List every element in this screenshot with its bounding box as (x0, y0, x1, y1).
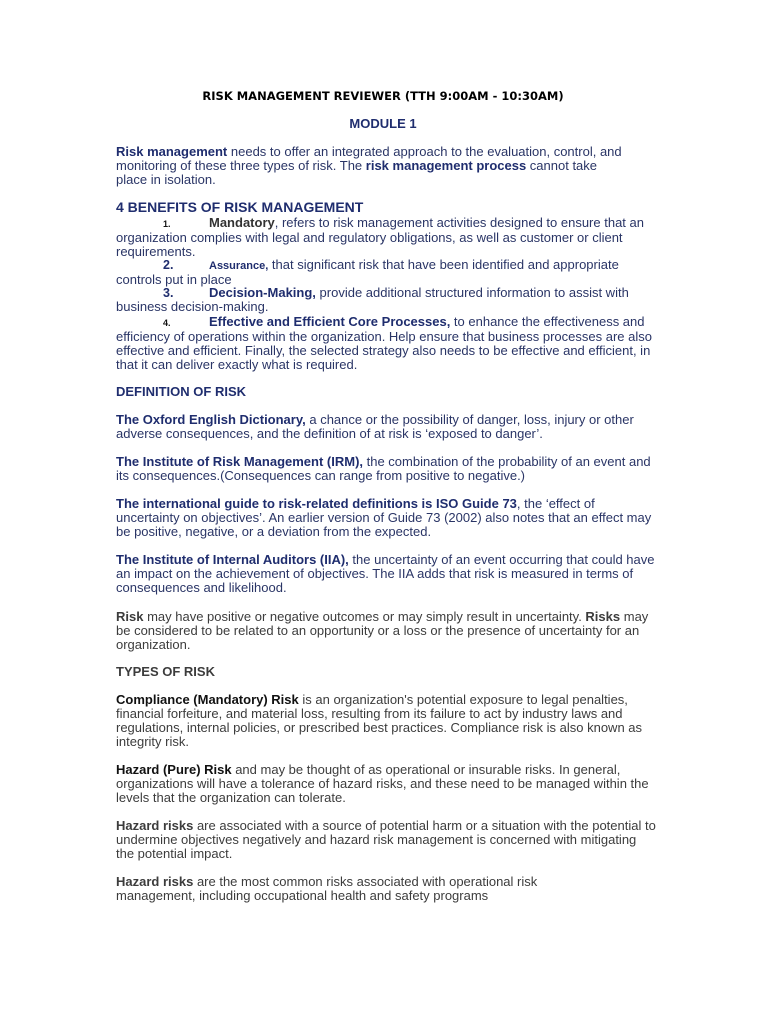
benefit-item-2 (116, 258, 656, 287)
definition-iia (116, 553, 656, 595)
benefit-item-4 (116, 315, 656, 372)
definition-text-iia: the uncertainty of an event occurring that could have an impact on the achievement of objectives. The IIA adds that risk is measured in terms of consequences and likelihood. (116, 552, 655, 595)
definition-text-irm: the combination of the probability of an event and its consequences.(Consequences can range from positive to negative.) (116, 454, 651, 483)
definition-oxford (116, 413, 656, 441)
benefit-number-2: 2. (163, 258, 174, 272)
type-term-hazard-risks-2: Hazard risks (116, 874, 194, 889)
benefit-term-4: Effective and Efficient Core Processes, (209, 314, 451, 329)
benefit-number-4: 4. (163, 318, 171, 328)
type-compliance (116, 693, 656, 749)
benefit-text-1: , refers to risk management activities designed to ensure that an organization complies with legal and regulatory obligations, as well as customer or client requirements. (116, 215, 644, 259)
definition-text-iso: , the ‘effect of uncertainty on objectives’. An earlier version of Guide 73 (2002) also notes that an effect may be positive, negative, or a deviation from the expected. (116, 496, 652, 539)
risk-note-text-1: may have positive or negative outcomes or may simply result in uncertainty. (143, 609, 586, 624)
benefit-item-3 (116, 286, 656, 314)
type-text-hazard-pure: and may be thought of as operational or insurable risks. In general, organizations will have a tolerance of hazard risks, and these need to be managed within the levels that the organization can tolerate. (116, 762, 649, 805)
benefit-text-4: to enhance the effectiveness and efficiency of operations within the organization. Help ensure that business processes are also effective and efficient. Finally, the selected strategy also needs to be effective and efficient, in that it can deliver exactly what is required. (116, 314, 652, 372)
definition-text-oxford: a chance or the possibility of danger, loss, injury or other adverse consequences, and the definition of at risk is ‘exposed to danger’. (116, 412, 634, 441)
type-text-hazard-risks-1: are associated with a source of potential harm or a situation with the potential to undermine objectives negatively and hazard risk management is concerned with mitigating the potential impact. (116, 818, 656, 861)
type-text-compliance: is an organization's potential exposure to legal penalties, financial forfeiture, and material loss, resulting from its failure to act by industry laws and regulations, internal policies, or prescribed best practices. Compliance risk is also known as integrity risk. (116, 692, 643, 749)
type-hazard-pure (116, 763, 656, 805)
risk-note-paragraph (116, 610, 656, 652)
risk-note-term-2: Risks (585, 609, 621, 624)
definition-iso (116, 497, 656, 539)
types-heading: TYPES OF RISK (116, 664, 215, 679)
definition-term-irm: The Institute of Risk Management (IRM), (116, 454, 364, 469)
benefit-item-1 (116, 216, 656, 259)
benefit-text-2: that significant risk that have been identified and appropriate controls put in place (116, 257, 619, 287)
benefit-term-3: Decision-Making, (209, 285, 316, 300)
type-hazard-risks-1 (116, 819, 656, 861)
type-text-hazard-risks-2: are the most common risks associated with operational risk (193, 874, 538, 889)
intro-term-risk-management: Risk management (116, 144, 228, 159)
type-term-compliance: Compliance (Mandatory) Risk (116, 692, 299, 707)
type-term-hazard-pure: Hazard (Pure) Risk (116, 762, 232, 777)
risk-note-text-2: may be considered to be related to an opportunity or a loss or the presence of uncertainty for an organization. (116, 609, 649, 652)
definition-term-iso: The international guide to risk-related definitions is ISO Guide 73 (116, 496, 517, 511)
benefit-text-3: provide additional structured information to assist with business decision-making. (116, 285, 629, 314)
definition-term-oxford: The Oxford English Dictionary, (116, 412, 306, 427)
intro-text-2: cannot take (526, 158, 598, 173)
type-text-hazard-risks-2-line2: management, including occupational health and safety programs (116, 888, 489, 903)
benefit-term-2: Assurance, (209, 260, 269, 272)
definition-irm (116, 455, 656, 483)
definition-term-iia: The Institute of Internal Auditors (IIA), (116, 552, 349, 567)
type-hazard-risks-2 (116, 875, 656, 903)
intro-text-3: place in isolation. (116, 172, 216, 187)
benefit-number-1: 1. (163, 219, 171, 229)
module-heading: MODULE 1 (349, 116, 417, 131)
type-term-hazard-risks-1: Hazard risks (116, 818, 194, 833)
benefits-heading: 4 BENEFITS OF RISK MANAGEMENT (116, 199, 364, 215)
intro-text-1: needs to offer an integrated approach to the evaluation, control, and monitoring of these three types of risk. The (116, 144, 622, 173)
risk-note-term-1: Risk (116, 609, 144, 624)
definition-heading: DEFINITION OF RISK (116, 384, 246, 399)
intro-term-risk-process: risk management process (365, 158, 527, 173)
benefit-number-3: 3. (163, 286, 174, 300)
intro-paragraph (116, 145, 656, 187)
document-title: RISK MANAGEMENT REVIEWER (TTH 9:00AM - 10:30AM) (202, 89, 564, 103)
benefit-term-1: Mandatory (209, 215, 275, 230)
